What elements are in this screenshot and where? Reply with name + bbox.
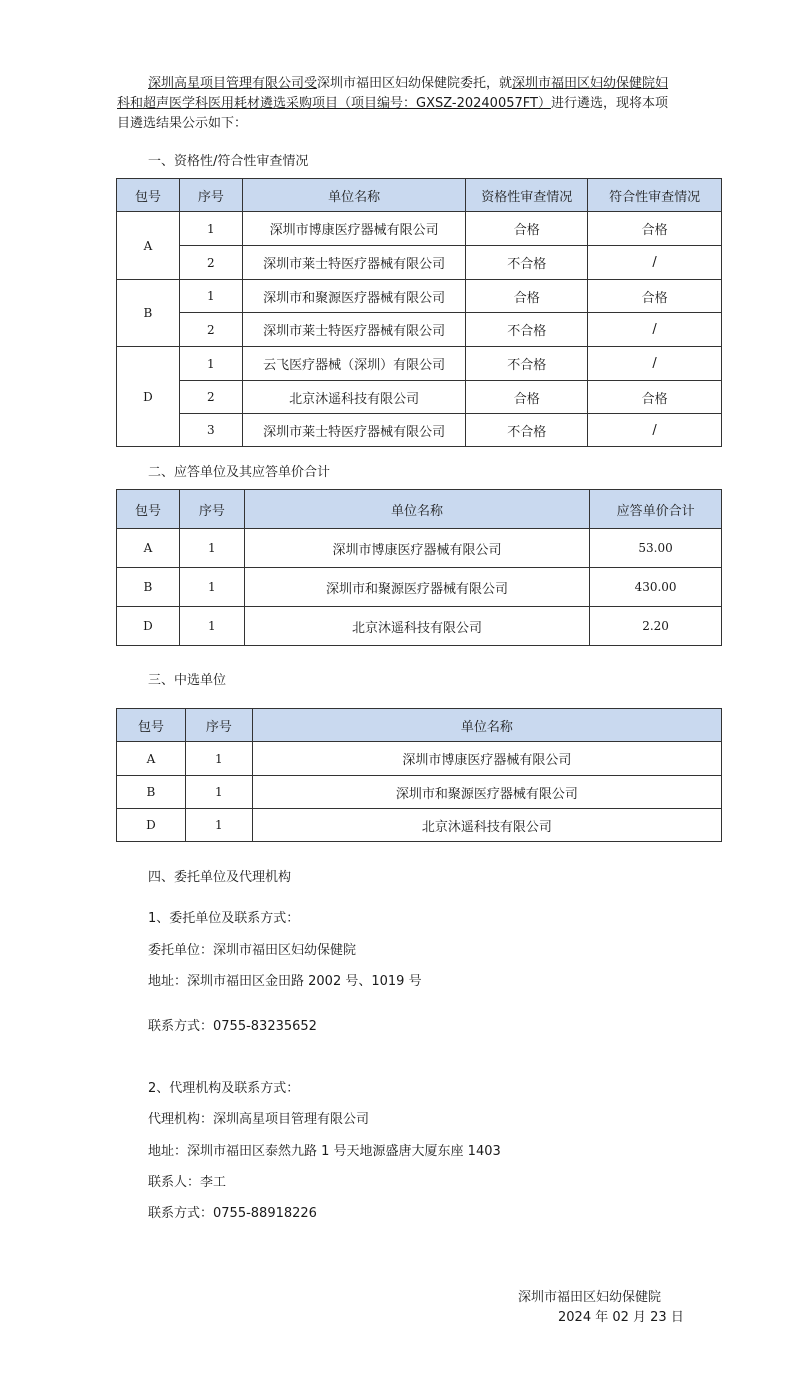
qualification-cell: 不合格 [466,313,588,347]
conformity-cell: / [588,347,722,381]
number-cell: 1 [179,568,244,607]
qualification-cell: 合格 [466,381,588,414]
section1-title: 一、资格性/符合性审查情况 [148,154,309,169]
column-header: 包号 [117,490,180,529]
number-cell: 2 [179,381,242,414]
number-cell: 1 [179,607,244,646]
table-row [117,529,722,568]
package-cell: A [117,742,186,776]
qualification-cell: 不合格 [466,246,588,280]
conformity-cell: 合格 [588,212,722,246]
company-cell: 北京沐遥科技有限公司 [242,381,466,414]
intro-project: 深圳市福田区妇幼保健院妇科和超声医学科医用耗材遴选采购项目（项目编号：GXSZ-20240057FT） [117,76,669,111]
package-cell: B [117,776,186,809]
table-header-row [117,179,722,212]
package-cell: D [117,607,180,646]
qualification-cell: 不合格 [466,347,588,381]
column-header: 序号 [179,490,244,529]
price-cell: 53.00 [590,529,722,568]
package-cell: A [117,212,180,280]
table-row [117,742,722,776]
package-cell: A [117,529,180,568]
conformity-cell: / [588,414,722,447]
company-cell: 深圳市莱士特医疗器械有限公司 [242,414,466,447]
quote-table [116,489,722,646]
intro-text: 委托，就 [460,76,513,91]
conformity-cell: / [588,313,722,347]
company-cell: 深圳市博康医疗器械有限公司 [244,529,589,568]
number-cell: 1 [185,776,252,809]
column-header: 单位名称 [244,490,589,529]
column-header: 序号 [179,179,242,212]
agent-heading: 2、代理机构及联系方式： [148,1081,300,1096]
client-contact: 联系方式：0755-83235652 [148,1019,317,1034]
intro-text: 进行遴选，现将本项目遴选结果公示如下： [117,96,668,131]
conformity-cell: 合格 [588,280,722,313]
client-name: 委托单位：深圳市福田区妇幼保健院 [148,943,357,958]
company-cell: 深圳市和聚源医疗器械有限公司 [252,776,721,809]
column-header: 符合性审查情况 [588,179,722,212]
company-cell: 深圳市和聚源医疗器械有限公司 [244,568,589,607]
number-cell: 1 [179,212,242,246]
package-cell: B [117,568,180,607]
section3-title: 三、中选单位 [148,673,227,688]
company-cell: 深圳市莱士特医疗器械有限公司 [242,313,466,347]
winner-table [116,708,722,842]
conformity-cell: 合格 [588,381,722,414]
company-cell: 云飞医疗器械（深圳）有限公司 [242,347,466,381]
qualification-table [116,178,722,447]
package-cell: D [117,347,180,447]
table-row [117,776,722,809]
number-cell: 1 [179,347,242,381]
table-row [117,414,722,447]
number-cell: 3 [179,414,242,447]
table-row [117,607,722,646]
number-cell: 1 [179,280,242,313]
company-cell: 深圳市莱士特医疗器械有限公司 [242,246,466,280]
table-header-row [117,490,722,529]
company-cell: 深圳市博康医疗器械有限公司 [252,742,721,776]
agent-name: 代理机构：深圳高星项目管理有限公司 [148,1112,370,1127]
column-header: 单位名称 [252,709,721,742]
table-row [117,280,722,313]
company-cell: 深圳市和聚源医疗器械有限公司 [242,280,466,313]
number-cell: 1 [185,742,252,776]
intro-paragraph [117,74,677,134]
column-header: 序号 [185,709,252,742]
column-header: 应答单价合计 [590,490,722,529]
signature-org: 深圳市福田区妇幼保健院 [518,1290,662,1305]
signature-date: 2024 年 02 月 23 日 [558,1310,684,1325]
number-cell: 2 [179,246,242,280]
table-row [117,347,722,381]
column-header: 单位名称 [242,179,466,212]
table-row [117,809,722,842]
qualification-cell: 不合格 [466,414,588,447]
agent-person: 联系人：李工 [148,1175,227,1190]
table-header-row [117,709,722,742]
company-cell: 北京沐遥科技有限公司 [244,607,589,646]
price-cell: 430.00 [590,568,722,607]
qualification-cell: 合格 [466,212,588,246]
number-cell: 2 [179,313,242,347]
client-heading: 1、委托单位及联系方式： [148,911,300,926]
table-row [117,313,722,347]
agent-address: 地址：深圳市福田区泰然九路 1 号天地源盛唐大厦东座 1403 [148,1144,501,1159]
price-cell: 2.20 [590,607,722,646]
table-row [117,568,722,607]
company-cell: 北京沐遥科技有限公司 [252,809,721,842]
package-cell: D [117,809,186,842]
conformity-cell: / [588,246,722,280]
number-cell: 1 [179,529,244,568]
company-cell: 深圳市博康医疗器械有限公司 [242,212,466,246]
intro-agent: 深圳高星项目管理有限公司受 [148,76,318,91]
number-cell: 1 [185,809,252,842]
intro-text: 深圳市福田区妇幼保健院 [317,76,461,91]
section2-title: 二、应答单位及其应答单价合计 [148,465,331,480]
qualification-cell: 合格 [466,280,588,313]
table-row [117,212,722,246]
table-row [117,246,722,280]
column-header: 资格性审查情况 [466,179,588,212]
section4-title: 四、委托单位及代理机构 [148,870,292,885]
client-address: 地址：深圳市福田区金田路 2002 号、1019 号 [148,974,422,989]
column-header: 包号 [117,709,186,742]
package-cell: B [117,280,180,347]
column-header: 包号 [117,179,180,212]
agent-contact: 联系方式：0755-88918226 [148,1206,317,1221]
table-row [117,381,722,414]
